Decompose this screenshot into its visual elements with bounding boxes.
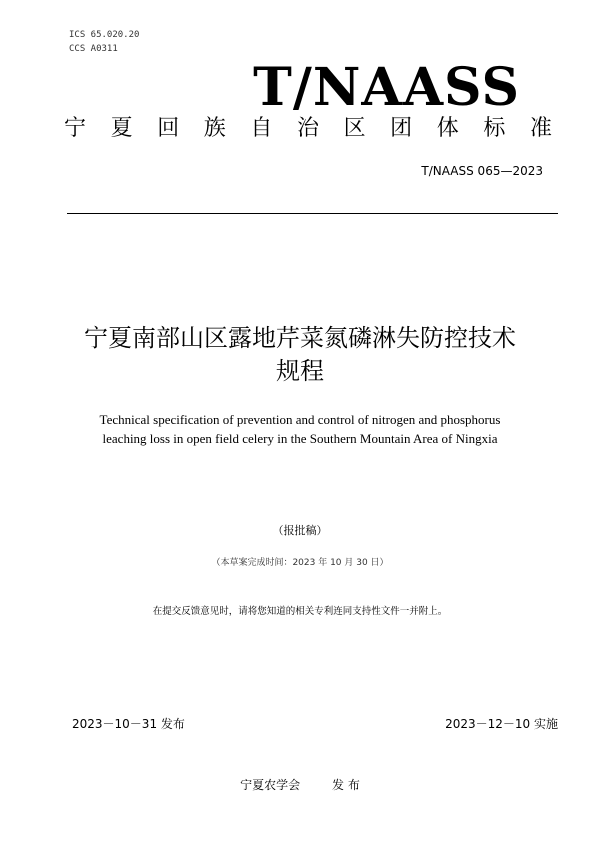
chinese-title-line-1: 宁夏南部山区露地芹菜氮磷淋失防控技术 — [84, 324, 516, 352]
standard-type-char: 标 — [483, 116, 506, 141]
standard-type-char: 自 — [250, 116, 273, 141]
document-number: T/NAASS 065—2023 — [421, 164, 543, 178]
english-title-line-2: leaching loss in open field celery in the Southern Mountain Area of Ningxia — [102, 431, 498, 446]
implementation-date: 2023－12－10 实施 — [445, 717, 558, 731]
header-divider — [67, 213, 558, 214]
publish-action: 发 布 — [332, 778, 360, 792]
patent-notice: 在提交反馈意见时，请将您知道的相关专利连同支持性文件一并附上。 — [152, 606, 448, 617]
chinese-title-line-2: 规程 — [276, 357, 324, 385]
standard-logo: T/NAASS — [253, 57, 520, 118]
standard-type-char: 体 — [436, 116, 459, 141]
draft-stage-label: （报批稿） — [272, 524, 328, 537]
ics-code: ICS 65.020.20 — [69, 30, 140, 40]
draft-completion-date: （本草案完成时间：2023 年 10 月 30 日） — [211, 558, 389, 568]
standard-type-char: 回 — [157, 116, 180, 141]
publisher-name: 宁夏农学会 — [240, 778, 301, 792]
standard-type-char: 治 — [296, 116, 319, 141]
publish-date: 2023－10－31 发布 — [72, 717, 185, 731]
standard-type-char: 族 — [203, 116, 226, 141]
standard-type-char: 准 — [529, 116, 552, 141]
ccs-code: CCS A0311 — [69, 44, 118, 54]
publisher-line — [0, 776, 600, 794]
standard-type-char: 宁 — [64, 116, 87, 141]
english-title — [0, 410, 600, 448]
standard-type-char: 团 — [390, 116, 413, 141]
english-title-line-1: Technical specification of prevention and control of nitrogen and phosphorus — [99, 412, 501, 427]
standard-type-char: 区 — [343, 116, 366, 141]
standard-type-heading — [64, 112, 552, 146]
standard-type-char: 夏 — [110, 116, 133, 141]
chinese-title — [0, 322, 600, 388]
